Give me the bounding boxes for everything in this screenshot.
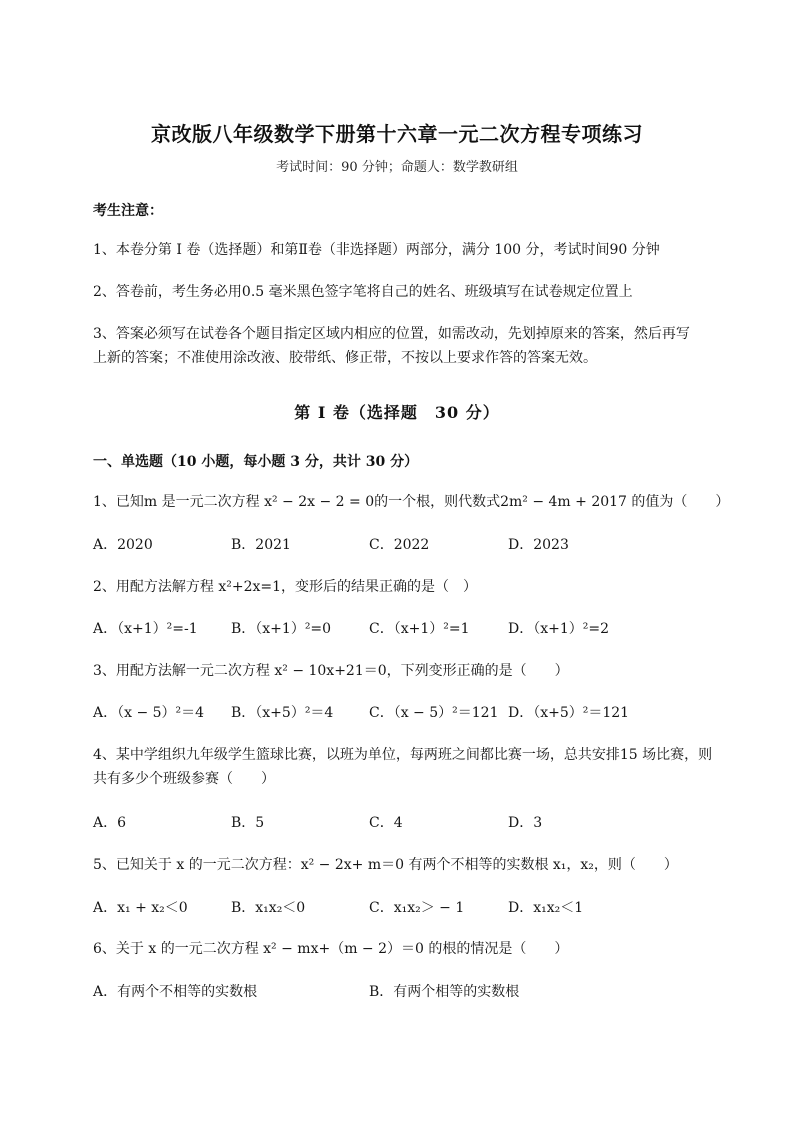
notice-item-1: 1、本卷分第 I 卷（选择题）和第Ⅱ卷（非选择题）两部分，满分 100 分，考试时间90 分钟 [93,242,660,258]
question-4-option-c: C．4 [369,815,403,831]
question-6-option-b: B．有两个相等的实数根 [369,984,520,1000]
question-2-option-d: D．（x+1）²=2 [508,621,610,637]
question-3-option-b: B．（x+5）²＝4 [231,705,334,721]
question-5-stem: 5、已知关于 x 的一元二次方程：x² − 2x+ m＝0 有两个不相等的实数根 x₁，x₂，则（ ） [93,857,678,873]
question-3-option-a: A．（x − 5）²＝4 [93,705,205,721]
question-2-option-c: C．（x+1）²=1 [369,621,470,637]
question-5-option-d: D．x₁x₂＜1 [508,900,584,916]
page-title: 京改版八年级数学下册第十六章一元二次方程专项练习 [151,122,643,146]
question-3-stem: 3、用配方法解一元二次方程 x² − 10x+21＝0，下列变形正确的是（ ） [93,663,569,679]
exam-info: 考试时间：90 分钟；命题人：数学教研组 [276,160,518,175]
question-2-stem: 2、用配方法解方程 x²+2x=1，变形后的结果正确的是（ ） [93,579,478,595]
question-4-option-b: B．5 [231,815,265,831]
question-1-option-b: B．2021 [231,537,291,553]
notice-item-3: 3、答案必须写在试卷各个题目指定区域内相应的位置，如需改动，先划掉原来的答案，然后再写上新的答案；不准使用涂改液、胶带纸、修正带，不按以上要求作答的答案无效。 [93,326,690,366]
question-1-stem: 1、已知m 是一元二次方程 x² − 2x − 2 = 0的一个根，则代数式2m² − 4m + 2017 的值为（ ） [93,494,730,510]
question-5-option-a: A．x₁ + x₂＜0 [93,900,188,916]
question-4-option-d: D．3 [508,815,543,831]
question-4-stem: 4、某中学组织九年级学生篮球比赛，以班为单位，每两班之间都比赛一场，总共安排15 场比赛，则共有多少个班级参赛（ ） [93,747,713,787]
notice-heading: 考生注意： [93,203,163,219]
question-6-option-a: A．有两个不相等的实数根 [93,984,258,1000]
notice-item-2: 2、答卷前，考生务必用0.5 毫米黑色签字笔将自己的姓名、班级填写在试卷规定位置上 [93,284,633,300]
part-title: 一、单选题（10 小题，每小题 3 分，共计 30 分） [93,454,419,470]
question-1-option-a: A．2020 [93,537,153,553]
question-1-option-c: C．2022 [369,537,430,553]
question-5-option-b: B．x₁x₂＜0 [231,900,306,916]
question-3-option-c: C．（x − 5）²＝121 [369,705,499,721]
question-4-option-a: A．6 [93,815,127,831]
question-6-stem: 6、关于 x 的一元二次方程 x² − mx+（m − 2）＝0 的根的情况是（ ） [93,941,569,957]
section-title: 第 I 卷（选择题 30 分） [294,403,500,422]
question-2-option-b: B．（x+1）²=0 [231,621,332,637]
question-1-option-d: D．2023 [508,537,569,553]
question-5-option-c: C．x₁x₂＞ − 1 [369,900,465,916]
question-3-option-d: D．（x+5）²＝121 [508,705,630,721]
question-2-option-a: A．（x+1）²=-1 [93,621,198,637]
